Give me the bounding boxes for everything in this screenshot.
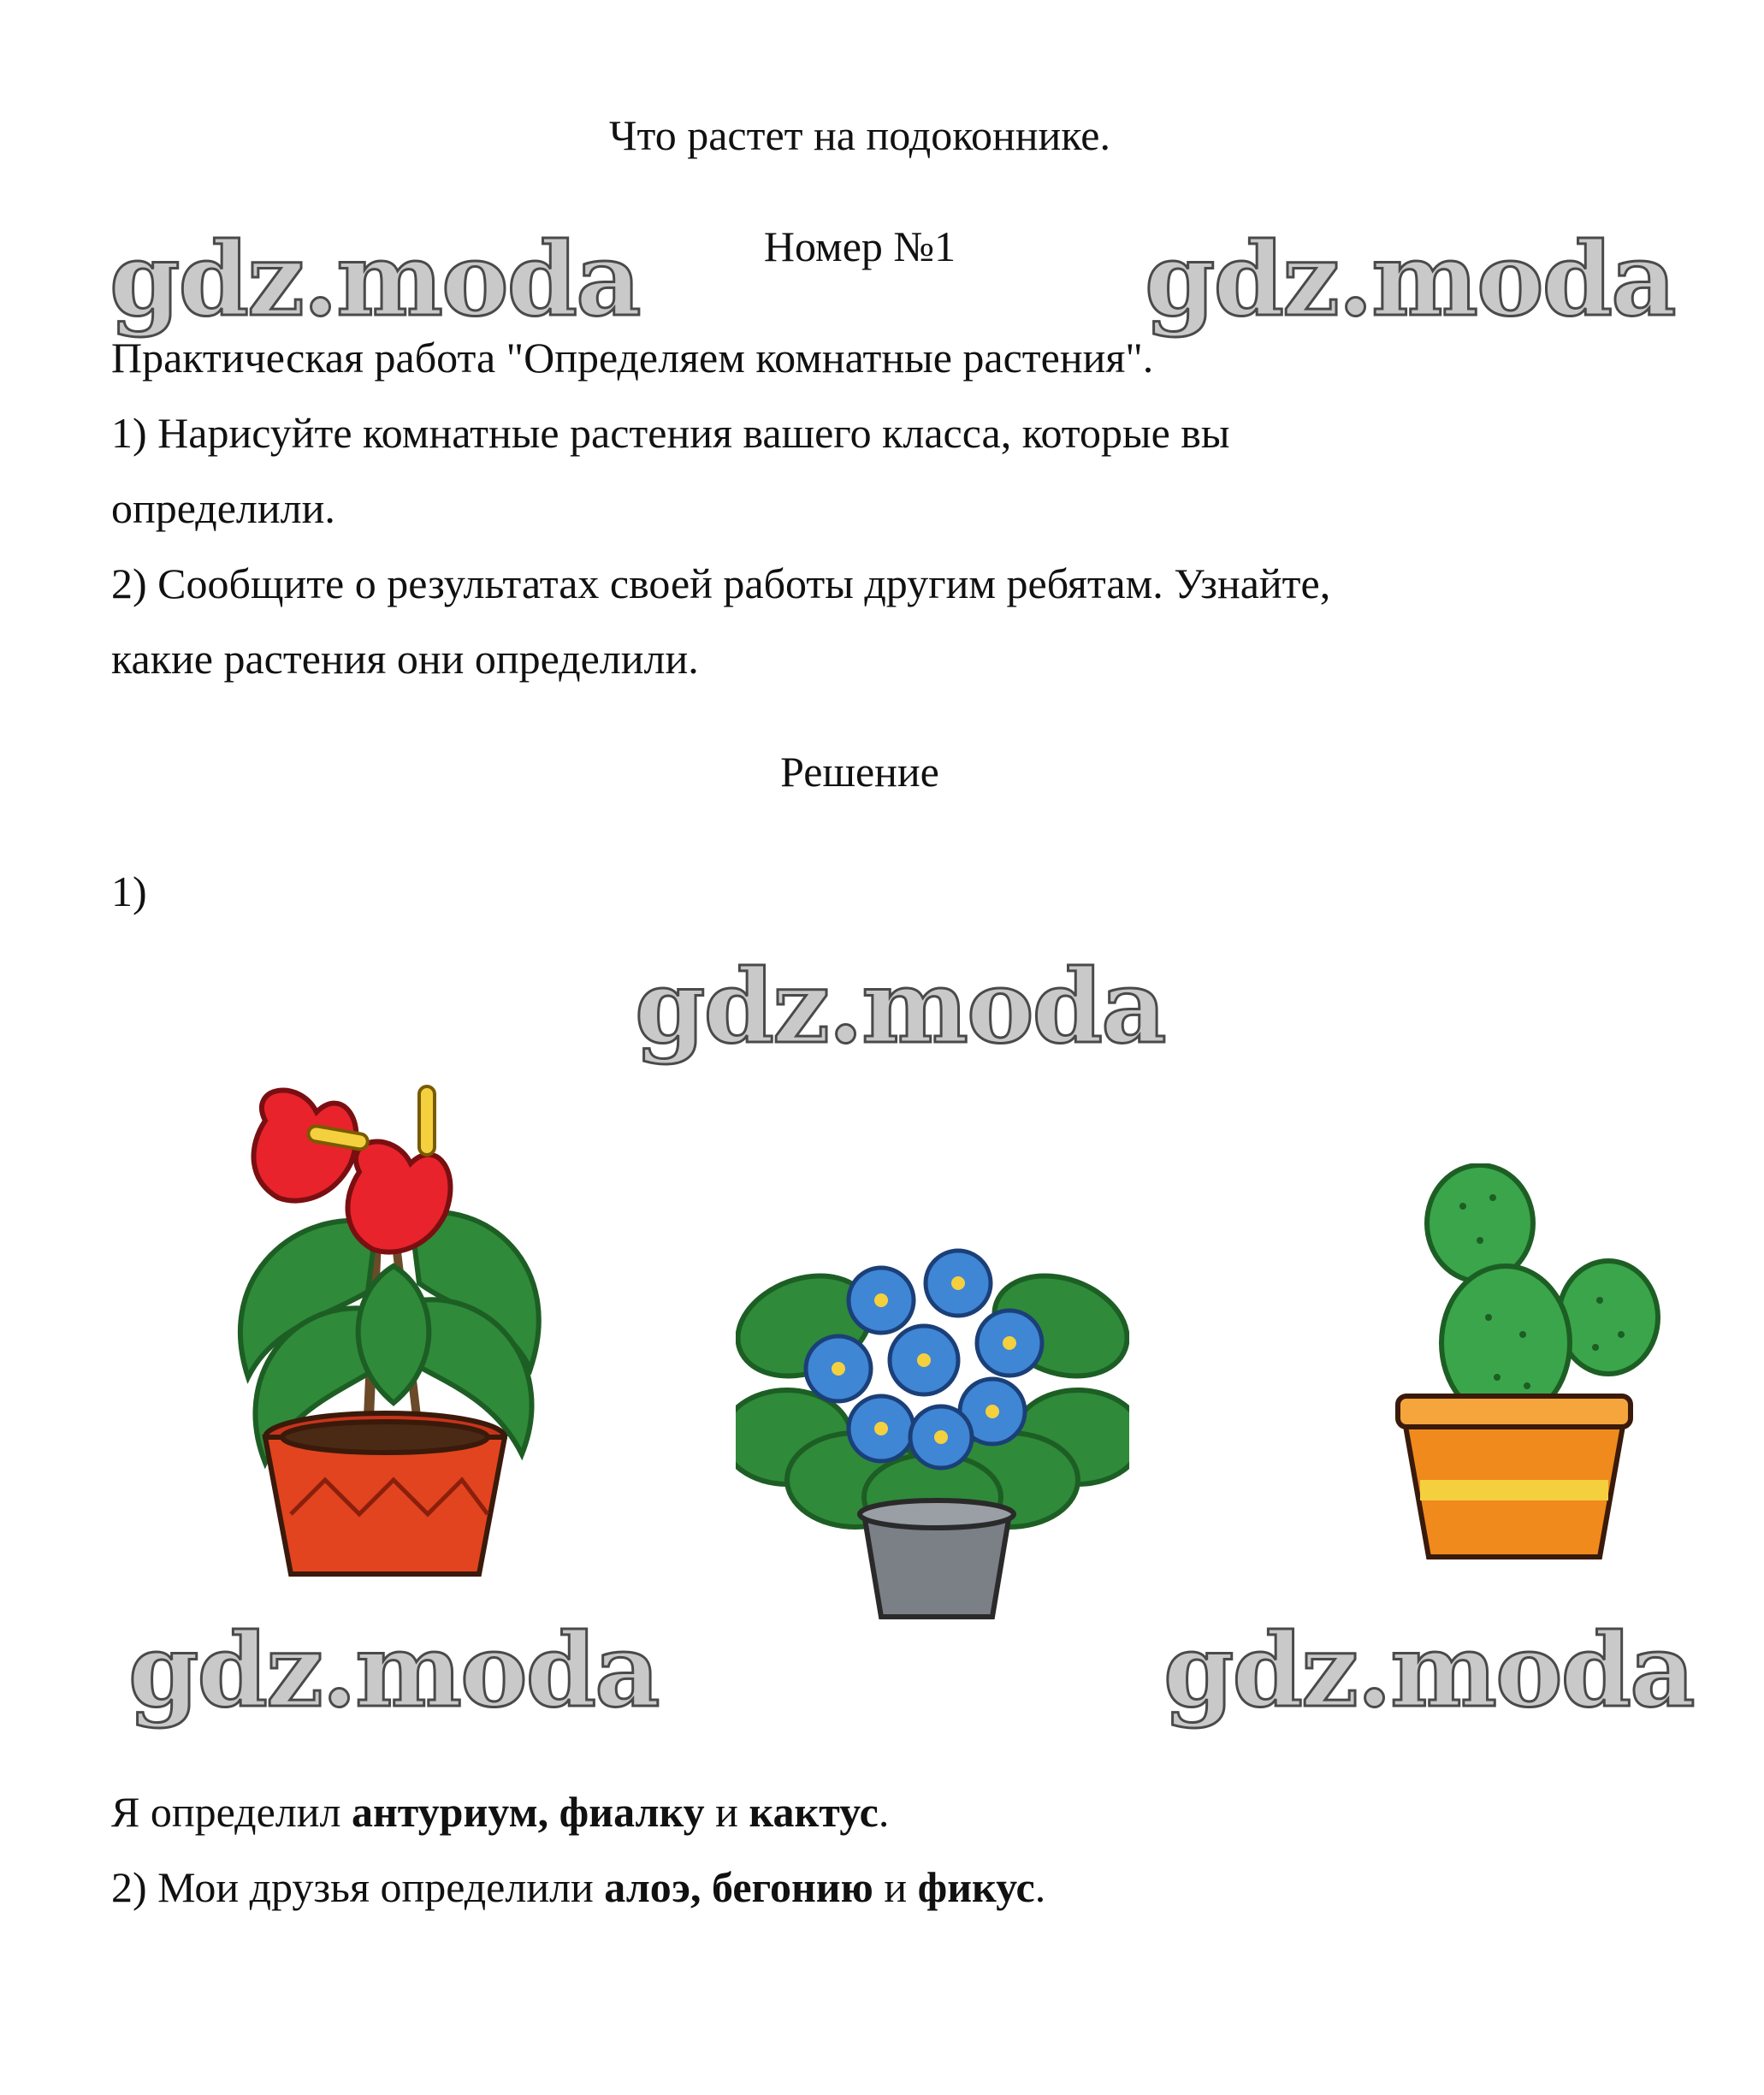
task-item-2-cont: какие растения они определили.: [111, 635, 699, 683]
task-number: Номер №1: [763, 222, 956, 270]
answer-bold: алоэ, бегонию: [604, 1863, 873, 1911]
watermark: gdz.moda: [128, 1611, 659, 1730]
answer-text: и: [873, 1863, 918, 1911]
watermark: gdz.moda: [1145, 220, 1675, 339]
answer-text: .: [1034, 1863, 1046, 1911]
answer-bold: фикус: [917, 1863, 1035, 1911]
task-item-2: 2) Сообщите о результатах своей работы другим ребятам. Узнайте,: [111, 559, 1331, 607]
page-title: Что растет на подоконнике.: [609, 111, 1110, 159]
answer-line-2: [111, 1861, 1045, 1913]
cactus-plant-icon: [1386, 1163, 1668, 1565]
watermark: gdz.moda: [635, 947, 1165, 1066]
watermark: gdz.moda: [110, 220, 640, 339]
watermark: gdz.moda: [1163, 1611, 1694, 1730]
violet-plant-icon: [736, 1223, 1129, 1625]
task-item-1-cont: определили.: [111, 484, 335, 532]
answer-text: Я определил: [111, 1788, 352, 1836]
answer-bold: антуриум, фиалку: [351, 1788, 705, 1836]
answer-text: 2) Мои друзья определили: [111, 1863, 605, 1911]
answer-text: и: [704, 1788, 749, 1836]
answer-bold: кактус: [749, 1788, 879, 1836]
answer-line-1: [111, 1786, 889, 1838]
answer-text: .: [878, 1788, 890, 1836]
task-heading: Практическая работа "Определяем комнатные растения".: [111, 334, 1154, 382]
answer-item-label: 1): [111, 867, 147, 915]
anthurium-plant-icon: [197, 1069, 573, 1583]
task-item-1: 1) Нарисуйте комнатные растения вашего класса, которые вы: [111, 409, 1230, 457]
solution-heading: Решение: [780, 748, 939, 796]
